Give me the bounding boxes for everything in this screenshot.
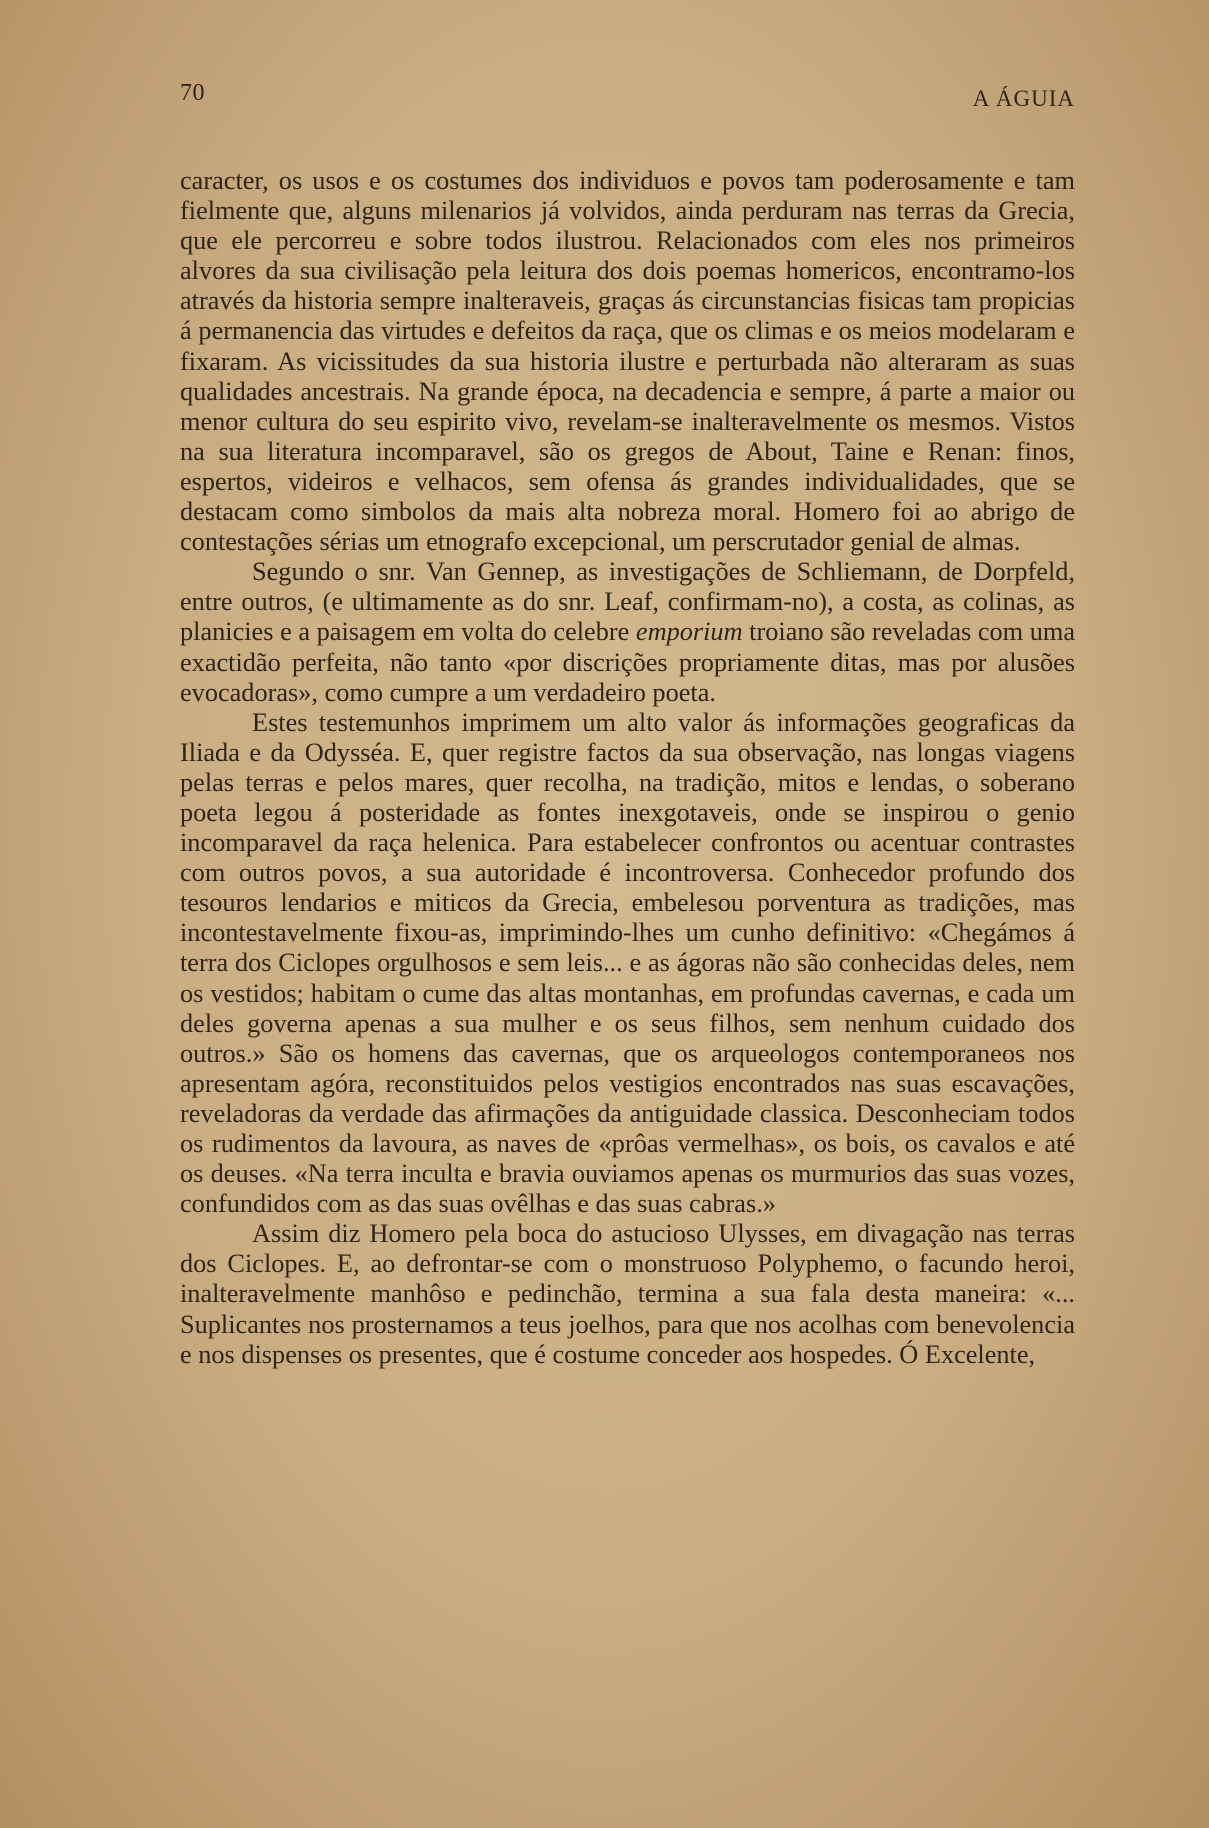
body-text [180,166,1075,1370]
paragraph [180,166,1075,557]
paragraph [180,557,1075,707]
running-head: A ÁGUIA [972,86,1075,111]
text-segment: Assim diz Homero pela boca do astucioso Ulysses, em divagação nas terras dos Ciclopes. E, ao defrontar-se com o monstruoso Polyphemo, o facundo heroi, inalteravelmente manhôso e pedinchão, termina a sua fala desta maneira: «... Suplicantes nos prosternamos a teus joelhos, para que nos acolhas com benevolencia e nos dispenses os presentes, que é costume conceder aos hospedes. Ó Excelente, [180,1219,1075,1369]
paragraph [180,708,1075,1220]
text-segment: caracter, os usos e os costumes dos individuos e povos tam poderosamente e tam fielmente que, alguns milenarios já volvidos, ainda perduram nas terras da Grecia, que ele percorreu e sobre todos ilustrou. Relacionados com eles nos primeiros alvores da sua civilisação pela leitura dos dois poemas homericos, encontramo-los através da historia sempre inalteraveis, graças ás circunstancias fisicas tam propicias á permanencia das virtudes e defeitos da raça, que os climas e os meios modelaram e fixaram. As vicissitudes da sua historia ilustre e perturbada não alteraram as suas qualidades ancestrais. Na grande época, na decadencia e sempre, á parte a maior ou menor cultura do seu espirito vivo, revelam-se inalteravelmente os mesmos. Vistos na sua literatura incomparavel, são os gregos de About, Taine e Renan: finos, espertos, videiros e velhacos, sem ofensa ás grandes individualidades, que se destacam como simbolos da mais alta nobreza moral. Homero foi ao abrigo de contestações sérias um etnografo excepcional, um perscrutador genial de almas. [180,166,1075,557]
paragraph [180,1219,1075,1369]
page-header [180,78,1075,118]
text-segment: troiano são reveladas com uma exactidão perfeita, não tanto «por discrições propriamente ditas, mas por alusões evocadoras», como cumpre a um verdadeiro poeta. [180,617,1075,707]
text-segment: Estes testemunhos imprimem um alto valor ás informações geograficas da Iliada e da Odysséa. E, quer registre factos da sua observação, nas longas viagens pelas terras e pelos mares, quer recolha, na tradição, mitos e lendas, o soberano poeta legou á posteridade as fontes inexgotaveis, onde se inspirou o genio incomparavel da raça helenica. Para estabelecer confrontos ou acentuar contrastes com outros povos, a sua autoridade é incontroversa. Conhecedor profundo dos tesouros lendarios e miticos da Grecia, embelesou porventura as tradições, mas incontestavelmente fixou-as, imprimindo-lhes um cunho definitivo: «Chegámos á terra dos Ciclopes orgulhosos e sem leis... e as ágoras não são conhecidas deles, nem os vestidos; habitam o cume das altas montanhas, em profundas cavernas, e cada um deles governa apenas a sua mulher e os seus filhos, sem nenhum cuidado dos outros.» São os homens das cavernas, que os arqueologos contemporaneos nos apresentam agóra, reconstituidos pelos vestigios encontrados nas suas escavações, reveladoras da verdade das afirmações da antiguidade classica. Desconheciam todos os rudimentos da lavoura, as naves de «prôas vermelhas», os bois, os cavalos e até os deuses. «Na terra inculta e bravia ouviamos apenas os murmurios das suas vozes, confundidos com as das suas ovêlhas e das suas cabras.» [180,707,1075,1219]
page-number: 70 [180,80,205,106]
text-segment: Segundo o snr. Van Gennep, as investigações de Schliemann, de Dorpfeld, entre outros, (e ultimamente as do snr. Leaf, confirmam-no), a costa, as colinas, as planicies e a paisagem em volta do celebre [180,557,1075,647]
italic-term: emporium [635,617,743,647]
